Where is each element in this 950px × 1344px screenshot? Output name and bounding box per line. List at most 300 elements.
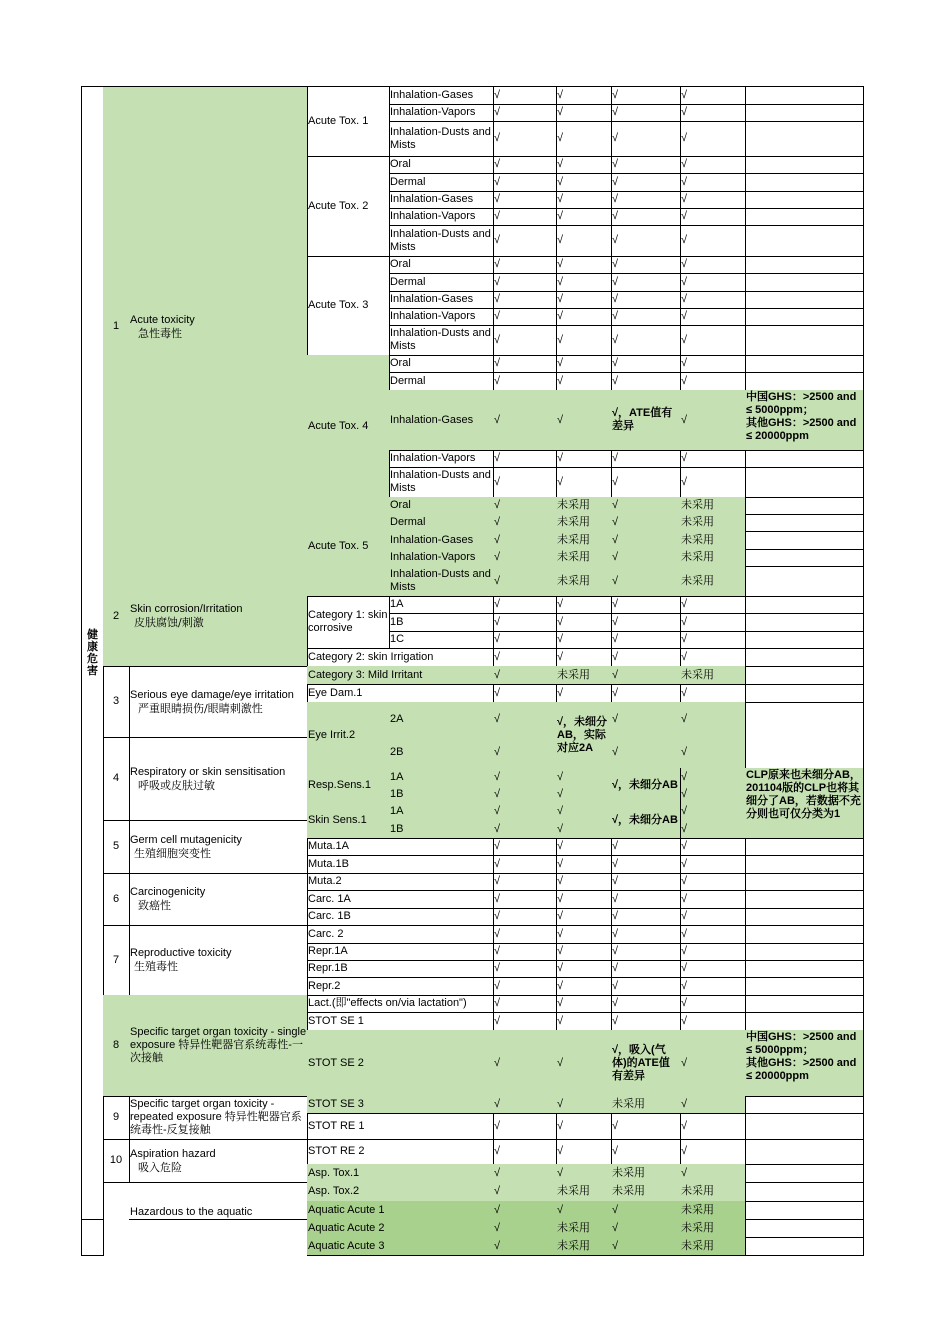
remarks-cell <box>745 977 864 996</box>
value-cell: √ <box>556 191 612 209</box>
class-name-cn: 生殖细胞突变性 <box>134 846 211 860</box>
exposure-route: Inhalation-Gases <box>389 291 494 309</box>
class-number: 6 <box>103 873 130 926</box>
remarks-cell <box>745 355 864 373</box>
class-name-cn: 吸入危险 <box>138 1160 182 1174</box>
value-cell: √ <box>611 355 681 373</box>
value-cell: √ <box>493 549 557 567</box>
value-cell: √ <box>680 225 746 257</box>
remarks-cell <box>745 908 864 926</box>
value-cell: √ <box>611 737 681 769</box>
exposure-route: Inhalation-Vapors <box>389 549 494 567</box>
class-number: 3 <box>103 666 130 738</box>
value-cell: √ <box>680 995 746 1013</box>
remarks-cell <box>745 549 864 567</box>
exposure-route: Inhalation-Gases <box>389 191 494 209</box>
value-note: √，未细分AB <box>611 768 681 804</box>
value-cell: √ <box>493 497 557 515</box>
value-cell: √ <box>680 1096 746 1114</box>
value-cell: 未采用 <box>556 497 612 515</box>
value-cell: √ <box>556 156 612 174</box>
value-cell: √ <box>611 995 681 1013</box>
class-name-cell <box>129 820 308 874</box>
remarks-cell <box>745 1164 864 1183</box>
value-cell: 未采用 <box>556 1219 612 1238</box>
subcategory-cell: 1A <box>389 596 494 614</box>
remarks-cell <box>745 1237 864 1256</box>
remarks-cell <box>745 1096 864 1114</box>
exposure-route: Inhalation-Dusts and Mists <box>389 121 494 157</box>
value-cell: √ <box>556 467 612 498</box>
value-cell: √ <box>611 450 681 468</box>
value-cell: √ <box>556 1012 612 1031</box>
category-cell: Skin Sens.1 <box>307 803 390 839</box>
remarks-cell <box>745 648 864 667</box>
class-name-cell <box>129 873 308 926</box>
value-cell: √ <box>493 803 557 821</box>
value-cell: √ <box>493 390 557 451</box>
value-cell: √ <box>611 890 681 909</box>
value-cell: √ <box>680 1139 746 1165</box>
value-cell: 未采用 <box>680 497 746 515</box>
class-name-cell <box>129 566 308 667</box>
class-name-en: Reproductive toxicity <box>130 947 232 959</box>
value-cell: √ <box>556 1096 612 1114</box>
value-cell: √ <box>556 648 612 667</box>
value-cell: √ <box>493 355 557 373</box>
remarks-cell <box>745 631 864 649</box>
value-cell: √ <box>556 803 612 821</box>
class-name-cell <box>129 1096 308 1140</box>
remarks-cell <box>745 104 864 122</box>
class-name-en: Carcinogenicity <box>130 886 206 898</box>
category-cell: Muta.2 <box>307 873 494 891</box>
category-cell: Category 2: skin Irrigation <box>307 648 494 667</box>
value-cell: √ <box>680 208 746 226</box>
remarks-note: 中国GHS：>2500 and ≤ 5000ppm； 其他GHS：>2500 and ≤ 20000ppm <box>745 390 864 451</box>
value-cell: √ <box>493 737 557 769</box>
subcategory-cell: 1A <box>389 768 494 787</box>
value-cell: √ <box>493 786 557 804</box>
value-cell: √ <box>680 467 746 498</box>
value-cell: √ <box>611 308 681 326</box>
value-cell: √ <box>611 121 681 157</box>
value-cell: √ <box>611 977 681 996</box>
value-cell: √ <box>556 943 612 961</box>
remarks-cell <box>745 256 864 274</box>
exposure-route: Dermal <box>389 173 494 192</box>
remarks-cell <box>745 873 864 891</box>
value-cell: √ <box>611 960 681 978</box>
value-cell: √ <box>680 684 746 703</box>
value-cell: 未采用 <box>680 549 746 567</box>
value-cell: √ <box>556 855 612 874</box>
remarks-note: 中国GHS：>2500 and ≤ 5000ppm； 其他GHS：>2500 and ≤ 20000ppm <box>745 1030 864 1097</box>
remarks-cell <box>745 191 864 209</box>
value-cell: √ <box>493 256 557 274</box>
value-cell: √ <box>556 890 612 909</box>
category-cell: Repr.2 <box>307 977 494 996</box>
value-cell: √ <box>493 225 557 257</box>
exposure-route: Inhalation-Dusts and Mists <box>389 225 494 257</box>
class-number: 9 <box>103 1096 130 1140</box>
value-cell: √ <box>680 943 746 961</box>
value-cell: √ <box>611 855 681 874</box>
value-cell: √ <box>493 121 557 157</box>
class-name-cell <box>129 925 308 996</box>
remarks-cell <box>745 225 864 257</box>
value-cell: √ <box>493 531 557 550</box>
remarks-note: CLP原来也未细分AB，201104版的CLP也将其细分了AB，若数据不充分则也可仅分类为1 <box>745 768 864 839</box>
remarks-cell <box>745 596 864 614</box>
value-cell: √ <box>680 104 746 122</box>
category-cell: Aquatic Acute 3 <box>307 1237 494 1256</box>
category-cell: STOT SE 2 <box>307 1030 494 1097</box>
value-cell: √ <box>680 121 746 157</box>
value-cell: √ <box>680 256 746 274</box>
exposure-route: Oral <box>389 256 494 274</box>
value-cell: √ <box>493 855 557 874</box>
env-class-name: Hazardous to the aquatic <box>129 1182 308 1220</box>
category-cell: Repr.1A <box>307 943 494 961</box>
value-cell: √ <box>556 1113 612 1140</box>
value-cell: √ <box>493 273 557 292</box>
value-cell: √ <box>493 613 557 632</box>
value-cell: √ <box>493 702 557 738</box>
value-cell: √ <box>556 908 612 926</box>
value-cell: √ <box>611 325 681 356</box>
value-cell: √ <box>611 925 681 944</box>
category-cell: Asp. Tox.2 <box>307 1182 494 1202</box>
value-cell: √ <box>556 960 612 978</box>
value-cell: √ <box>556 1164 612 1183</box>
value-cell: √ <box>680 803 746 821</box>
remarks-cell <box>745 325 864 356</box>
remarks-cell <box>745 666 864 685</box>
category-cell: Carc. 2 <box>307 925 494 944</box>
remarks-cell <box>745 173 864 192</box>
value-cell: √ <box>493 1139 557 1165</box>
class-name-en: Germ cell mutagenicity <box>130 833 242 846</box>
value-cell: √ <box>556 977 612 996</box>
class-number: 4 <box>103 737 130 821</box>
value-cell: √ <box>680 631 746 649</box>
value-cell: √ <box>611 104 681 122</box>
remarks-cell <box>745 995 864 1013</box>
value-cell: √ <box>556 1030 612 1097</box>
value-cell: √ <box>611 873 681 891</box>
value-cell: 未采用 <box>611 1182 681 1202</box>
value-cell: √ <box>556 372 612 391</box>
value-cell: √ <box>493 514 557 532</box>
value-cell: √ <box>556 308 612 326</box>
value-cell: 未采用 <box>680 666 746 685</box>
value-note: √，未细分AB <box>611 803 681 839</box>
value-cell: 未采用 <box>680 1182 746 1202</box>
value-cell: √ <box>680 1030 746 1097</box>
exposure-route: Oral <box>389 497 494 515</box>
class-number: 8 <box>103 995 130 1097</box>
value-cell: √ <box>680 737 746 769</box>
class-name-cell <box>129 666 308 738</box>
exposure-route: Inhalation-Dusts and Mists <box>389 325 494 356</box>
exposure-route: Dermal <box>389 514 494 532</box>
value-cell: √ <box>493 104 557 122</box>
value-cell: √ <box>556 208 612 226</box>
value-cell: √ <box>680 390 746 451</box>
exposure-route: Inhalation-Gases <box>389 86 494 105</box>
value-cell: 未采用 <box>556 566 612 597</box>
remarks-cell <box>745 1182 864 1202</box>
value-cell: √ <box>611 613 681 632</box>
remarks-cell <box>745 467 864 498</box>
value-cell: √ <box>493 450 557 468</box>
value-cell: √ <box>556 86 612 105</box>
value-cell: 未采用 <box>611 1096 681 1114</box>
remarks-cell <box>745 86 864 105</box>
remarks-cell <box>745 208 864 226</box>
category-cell: Aquatic Acute 1 <box>307 1201 494 1220</box>
value-cell: √ <box>611 838 681 856</box>
subcategory-cell: 1A <box>389 803 494 821</box>
remarks-cell <box>745 497 864 515</box>
value-cell: √ <box>680 768 746 787</box>
value-cell: √ <box>493 890 557 909</box>
value-cell: √ <box>611 1139 681 1165</box>
value-cell: √ <box>680 596 746 614</box>
value-cell: √ <box>680 855 746 874</box>
value-cell: √ <box>611 156 681 174</box>
class-number: 1 <box>103 86 130 567</box>
value-cell: √ <box>680 450 746 468</box>
value-cell: 未采用 <box>680 1237 746 1256</box>
remarks-cell <box>745 531 864 550</box>
remarks-cell <box>745 943 864 961</box>
value-cell: √ <box>556 273 612 292</box>
value-cell: 未采用 <box>556 666 612 685</box>
value-cell: 未采用 <box>556 1182 612 1202</box>
value-cell: √ <box>611 1012 681 1031</box>
value-cell: √ <box>611 1201 681 1220</box>
value-cell: √ <box>680 273 746 292</box>
value-cell: √ <box>493 208 557 226</box>
value-cell: √，吸入(气体)的ATE值有差异 <box>611 1030 681 1097</box>
value-cell: √ <box>611 684 681 703</box>
value-note: √，未细分AB，实际对应2A <box>556 702 612 769</box>
value-cell: √ <box>611 372 681 391</box>
remarks-cell <box>745 514 864 532</box>
value-cell: √ <box>556 121 612 157</box>
value-cell: √ <box>611 191 681 209</box>
value-cell: 未采用 <box>556 1237 612 1256</box>
value-cell: 未采用 <box>680 1201 746 1220</box>
class-name-en: Skin corrosion/Irritation <box>130 603 243 615</box>
value-cell: √ <box>493 684 557 703</box>
subcategory-cell: 2A <box>389 702 494 738</box>
value-cell: √ <box>556 995 612 1013</box>
subcategory-cell: 1B <box>389 613 494 632</box>
value-cell: √ <box>611 1219 681 1238</box>
remarks-cell <box>745 855 864 874</box>
category-cell: Acute Tox. 2 <box>307 156 390 257</box>
class-number: 7 <box>103 925 130 996</box>
value-cell: √ <box>493 1219 557 1238</box>
value-cell: √ <box>493 596 557 614</box>
class-name-cn: 皮肤腐蚀/刺激 <box>134 616 204 629</box>
value-cell: √ <box>493 372 557 391</box>
category-cell: Acute Tox. 3 <box>307 256 390 356</box>
class-name-cn: 急性毒性 <box>138 326 182 340</box>
value-cell: √ <box>493 467 557 498</box>
subcategory-cell: 1C <box>389 631 494 649</box>
value-cell: √ <box>611 549 681 567</box>
value-cell: √ <box>493 1096 557 1114</box>
value-cell: √ <box>680 820 746 839</box>
value-cell: √ <box>493 1164 557 1183</box>
value-cell: √ <box>556 256 612 274</box>
category-cell: Repr.1B <box>307 960 494 978</box>
value-cell: √ <box>680 173 746 192</box>
value-cell: √ <box>680 1012 746 1031</box>
value-cell: √ <box>556 768 612 787</box>
value-cell: √ <box>611 173 681 192</box>
category-cell: Acute Tox. 5 <box>307 497 390 597</box>
value-cell: √ <box>493 191 557 209</box>
value-cell: √ <box>556 820 612 839</box>
class-name-en: Acute toxicity <box>130 313 195 326</box>
category-cell: Eye Irrit.2 <box>307 702 390 769</box>
remarks-cell <box>745 308 864 326</box>
class-number: 10 <box>103 1139 130 1183</box>
value-cell: √ <box>611 497 681 515</box>
value-cell: 未采用 <box>680 514 746 532</box>
value-cell: √ <box>680 890 746 909</box>
category-cell: STOT SE 3 <box>307 1096 494 1114</box>
exposure-route: Inhalation-Gases <box>389 531 494 550</box>
class-number: 2 <box>103 566 130 667</box>
value-cell: √ <box>556 173 612 192</box>
value-cell: √ <box>556 786 612 804</box>
value-cell: √ <box>556 838 612 856</box>
value-cell: √ <box>680 1164 746 1183</box>
exposure-route: Inhalation-Vapors <box>389 308 494 326</box>
exposure-route: Inhalation-Vapors <box>389 104 494 122</box>
value-cell: √ <box>611 531 681 550</box>
exposure-route: Inhalation-Gases <box>389 390 494 451</box>
value-cell: √ <box>556 225 612 257</box>
remarks-cell <box>745 291 864 309</box>
class-name-cn: 严重眼睛损伤/眼睛刺激性 <box>138 701 263 715</box>
value-cell: √ <box>493 873 557 891</box>
value-cell: √ <box>611 908 681 926</box>
category-cell: Asp. Tox.1 <box>307 1164 494 1183</box>
class-name-cn: 致癌性 <box>138 899 171 912</box>
value-cell: √ <box>493 1182 557 1202</box>
value-cell: √ <box>556 925 612 944</box>
class-name-cell <box>129 1139 308 1183</box>
category-cell: Aquatic Acute 2 <box>307 1219 494 1238</box>
value-cell: 未采用 <box>680 531 746 550</box>
value-cell: √ <box>611 1113 681 1140</box>
subcategory-cell: 2B <box>389 737 494 769</box>
value-cell: √ <box>680 838 746 856</box>
value-cell: √ <box>556 355 612 373</box>
value-cell: 未采用 <box>680 1219 746 1238</box>
value-cell: √ <box>493 1201 557 1220</box>
category-cell: Muta.1A <box>307 838 494 856</box>
exposure-route: Oral <box>389 156 494 174</box>
class-name-cell <box>129 737 308 821</box>
class-name-cell <box>129 86 308 567</box>
value-cell: √ <box>611 666 681 685</box>
class-name-en: Aspiration hazard <box>130 1147 216 1160</box>
class-name-cn: 生殖毒性 <box>134 960 178 973</box>
value-cell: √ <box>493 768 557 787</box>
value-cell: √ <box>680 86 746 105</box>
category-cell: Category 3: Mild Irritant <box>307 666 494 685</box>
value-cell: √ <box>611 648 681 667</box>
value-cell: √ <box>680 308 746 326</box>
remarks-cell <box>745 1139 864 1165</box>
remarks-cell <box>745 156 864 174</box>
value-cell: √ <box>680 873 746 891</box>
value-cell: √ <box>556 104 612 122</box>
remarks-cell <box>745 1219 864 1238</box>
value-cell: √ <box>611 86 681 105</box>
value-cell: √ <box>493 308 557 326</box>
value-cell: √ <box>493 977 557 996</box>
value-cell: √ <box>493 648 557 667</box>
value-cell: √ <box>611 566 681 597</box>
class-name-en: Respiratory or skin sensitisation <box>130 765 286 778</box>
value-cell: √ <box>556 325 612 356</box>
category-cell: Resp.Sens.1 <box>307 768 390 804</box>
value-cell: √ <box>493 325 557 356</box>
value-cell: √ <box>680 156 746 174</box>
value-cell: √ <box>493 173 557 192</box>
class-name-cn: 呼吸或皮肤过敏 <box>138 778 215 792</box>
exposure-route: Oral <box>389 355 494 373</box>
value-cell: √ <box>493 943 557 961</box>
value-cell: √ <box>493 86 557 105</box>
value-cell: √ <box>680 648 746 667</box>
class-name-en: Specific target organ toxicity - single exposure 特异性靶器官系统毒性-一次接触 <box>130 1026 307 1064</box>
exposure-route: Dermal <box>389 372 494 391</box>
remarks-cell <box>745 1201 864 1220</box>
remarks-cell <box>745 566 864 597</box>
value-cell: √ <box>493 1030 557 1097</box>
class-name-cell <box>129 995 308 1097</box>
value-cell: √ <box>611 631 681 649</box>
value-cell: √ <box>493 1237 557 1256</box>
section-label-text: 健康危害 <box>87 629 98 677</box>
value-cell: √ <box>680 325 746 356</box>
remarks-cell <box>745 372 864 391</box>
category-cell: Lact.(即"effects on/via lactation") <box>307 995 494 1013</box>
category-cell: Eye Dam.1 <box>307 684 494 703</box>
category-cell: Acute Tox. 4 <box>307 355 390 498</box>
value-cell: √ <box>556 631 612 649</box>
exposure-route: Inhalation-Dusts and Mists <box>389 467 494 498</box>
value-cell: √ <box>493 631 557 649</box>
value-cell: √ <box>556 1139 612 1165</box>
value-cell: √ <box>493 995 557 1013</box>
value-cell: √ <box>680 786 746 804</box>
value-cell: √ <box>493 291 557 309</box>
value-cell: √ <box>556 450 612 468</box>
remarks-cell <box>745 613 864 632</box>
value-cell: √ <box>680 960 746 978</box>
